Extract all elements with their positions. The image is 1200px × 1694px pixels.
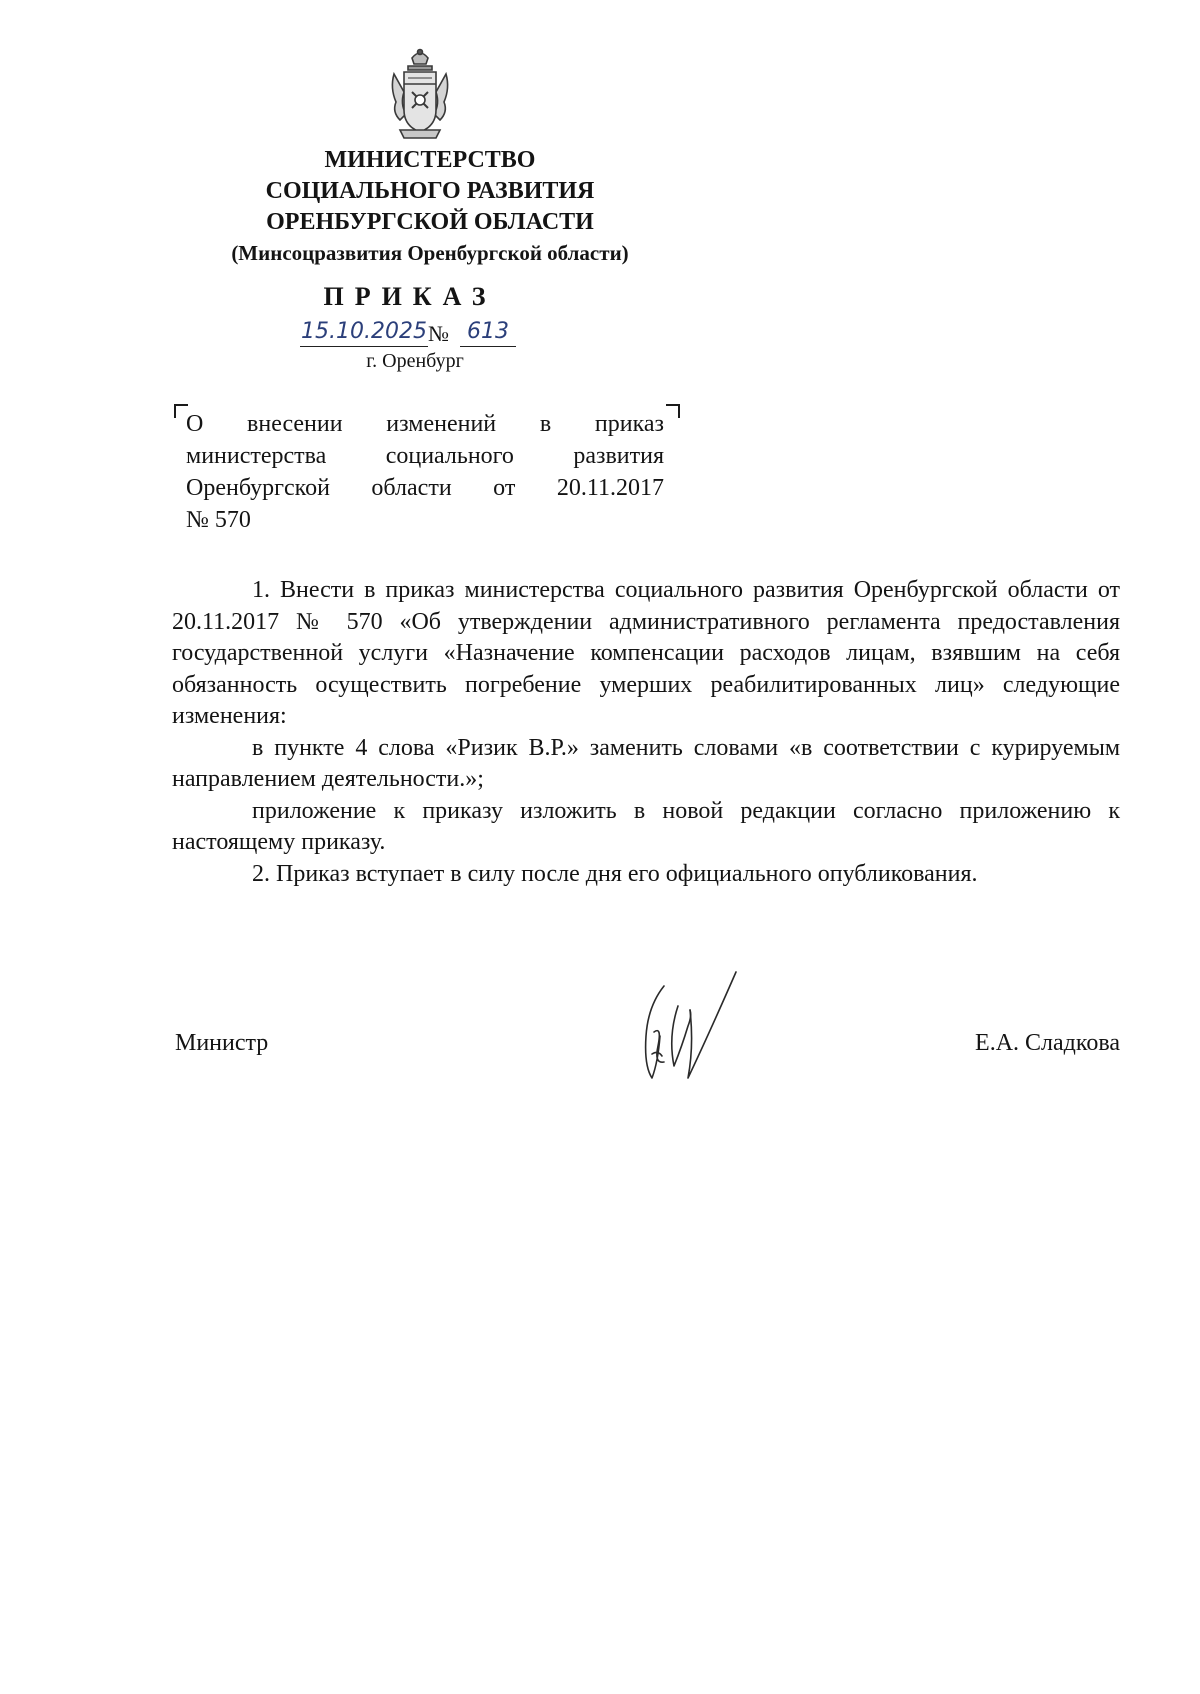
order-number-sign: № (428, 321, 449, 346)
ministry-short-name: (Минсоцразвития Оренбургской области) (231, 241, 629, 265)
order-title: ПРИКАЗ (323, 282, 497, 311)
signatory-role: Министр (175, 1030, 269, 1056)
ministry-heading (170, 145, 690, 268)
order-registration (300, 318, 540, 352)
subject-line-1: О внесении изменений в приказ (186, 411, 664, 437)
subject-line-4: № 570 (186, 507, 251, 533)
signatory-name: Е.А. Сладкова (975, 1030, 1120, 1056)
ministry-line-1: МИНИСТЕРСТВО (324, 147, 536, 173)
subject-line-3: Оренбургской области от 20.11.2017 (186, 475, 664, 501)
order-date: 15.10.2025 (300, 318, 428, 347)
order-subject (186, 408, 664, 536)
paragraph-1: 1. Внести в приказ министерства социального развития Оренбургской области от 20.11.2017 № 570 «Об утверждении административного регламента предоставления государственной услуги «Назначение компенсации расходов лицам, взявшим на себя обязанность осуществить погребение умерших реабилитированных лиц» следующие изменения: (172, 577, 1120, 729)
order-number: 613 (460, 318, 516, 347)
order-body (172, 575, 1120, 890)
handwritten-signature (618, 966, 778, 1096)
subject-line-2: министерства социального развития (186, 443, 664, 469)
ministry-line-3: ОРЕНБУРГСКОЙ ОБЛАСТИ (266, 209, 594, 235)
paragraph-3: приложение к приказу изложить в новой редакции согласно приложению к настоящему приказу. (172, 797, 1120, 855)
ministry-line-2: СОЦИАЛЬНОГО РАЗВИТИЯ (265, 178, 595, 204)
paragraph-2: в пункте 4 слова «Ризик В.Р.» заменить словами «в соответствии с курируемым направлением деятельности.»; (172, 734, 1120, 792)
subject-corner-right (666, 404, 680, 418)
order-city: г. Оренбург (366, 350, 464, 372)
coat-of-arms-emblem (386, 44, 454, 142)
paragraph-4: 2. Приказ вступает в силу после дня его официального опубликования. (252, 860, 978, 887)
